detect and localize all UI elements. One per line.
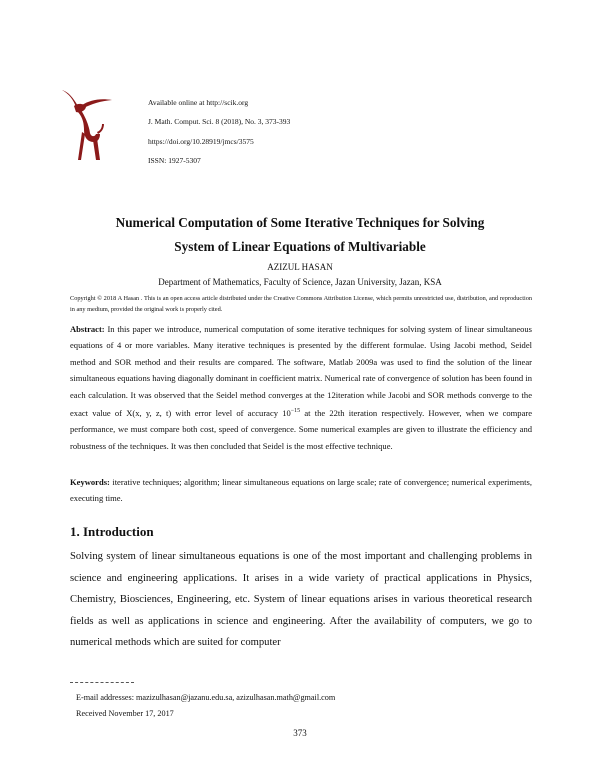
paper-title-line-1: Numerical Computation of Some Iterative Techniques for Solving [115,215,485,230]
issn: ISSN: 1927-5307 [148,155,201,165]
accuracy-base: 10 [282,407,291,418]
abstract [70,321,532,454]
paper-title-line-2: System of Linear Equations of Multivariable [174,239,426,254]
keywords-text: iterative techniques; algorithm; linear simultaneous equations on large scale; rate of convergence; numerical experiments, executing time. [70,477,532,504]
affiliation: Department of Mathematics, Faculty of Science, Jazan University, Jazan, KSA [158,277,442,287]
author-name: AZIZUL HASAN [267,262,333,272]
section-heading-introduction: 1. Introduction [70,524,154,539]
keywords-label: Keywords: [70,477,110,487]
footnote-divider [70,682,134,683]
available-online-link[interactable]: Available online at http://scik.org [148,98,249,107]
received-date: Received November 17, 2017 [76,709,174,718]
accuracy-exponent: −15 [290,408,301,415]
abstract-label: Abstract: [70,324,105,334]
email-addresses: E-mail addresses: mazizulhasan@jazanu.edu.sa, azizulhasan.math@gmail.com [76,693,336,702]
abstract-text-a: In this paper we introduce, numerical computation of some iterative techniques for solving system of linear simultaneous equations of 4 or more variables. Many iterative techniques is presented by the different formulae. Using Jacobi method, Seidel method and SOR method and their results are compared. The software, Matlab 2009a was used to find the solution of the linear simultaneous equations having diagonally dominant in coefficient matrix. Numerical rate of convergence of solution has been found in each calculation. It was observed that the Seidel method converges at the 12iteration while Jacobi and SOR methods converge to the exact value of X(x, y, z, t) with error level of accuracy [70,324,532,418]
footnote [76,690,335,722]
journal-info [148,93,290,170]
abstract-text-b: at the 22th iteration respectively. However, when we compare performance, we must compare both cost, speed of convergence. Some numerical examples are given to illustrate the efficiency and robustness of the techniques. It was then concluded that Seidel is the most effective technique. [70,407,533,451]
introduction-text: Solving system of linear simultaneous equations is one of the most important and challenging problems in science and engineering applications. It arises in a wide variety of practical applications in Physics, Chemistry, Biosciences, Engineering, etc. System of linear equations arises in various theoretical research fields as well as applications in science and engineering. After the availability of computers, we go to numerical methods which are suited for computer [70,551,532,649]
copyright-notice: Copyright © 2018 A Hasan . This is an open access article distributed under the Creative Commons Attribution License, which permits unrestricted use, distribution, and reproduction in any medium, provided the original work is properly cited. [70,295,532,313]
gazelle-logo-icon [60,88,120,176]
journal-citation: J. Math. Comput. Sci. 8 (2018), No. 3, 373-393 [148,117,291,127]
keywords [70,474,532,507]
doi-link[interactable]: https://doi.org/10.28919/jmcs/3575 [148,136,254,146]
page-number: 373 [293,728,307,738]
